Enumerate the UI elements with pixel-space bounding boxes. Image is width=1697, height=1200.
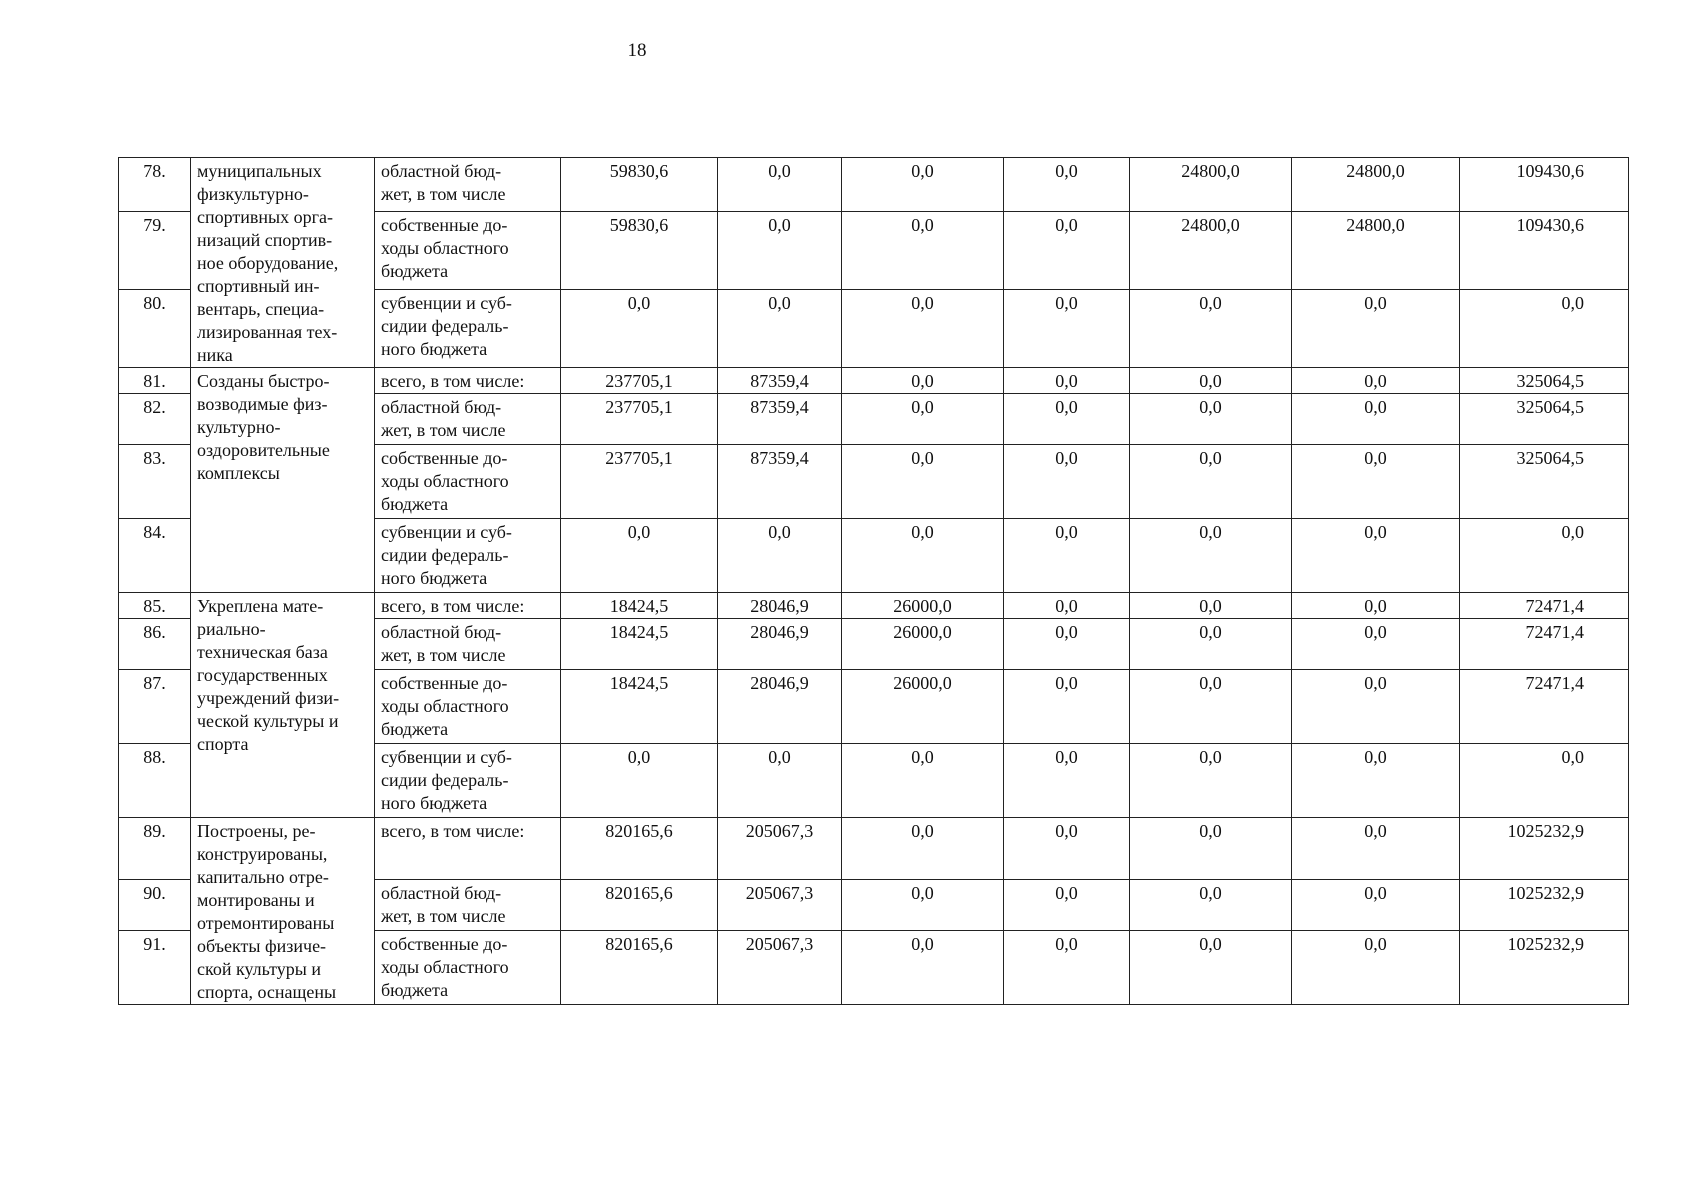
value-cell: 0,0 [1004, 158, 1130, 212]
row-number: 91. [119, 931, 191, 1005]
total-value-cell: 0,0 [1460, 744, 1629, 818]
value-cell: 0,0 [842, 394, 1004, 445]
value-cell: 0,0 [1004, 519, 1130, 593]
value-cell: 0,0 [1130, 619, 1292, 670]
funding-source-cell: собственные до- ходы областного бюджета [375, 211, 561, 289]
total-value-cell: 0,0 [1460, 289, 1629, 367]
row-number: 87. [119, 670, 191, 744]
funding-source-cell: собственные до- ходы областного бюджета [375, 931, 561, 1005]
value-cell: 0,0 [1004, 619, 1130, 670]
value-cell: 28046,9 [718, 619, 842, 670]
value-cell: 0,0 [1130, 931, 1292, 1005]
row-number: 84. [119, 519, 191, 593]
funding-source-cell: областной бюд- жет, в том числе [375, 394, 561, 445]
funding-source-cell: всего, в том числе: [375, 593, 561, 619]
value-cell: 87359,4 [718, 445, 842, 519]
row-number: 89. [119, 818, 191, 880]
value-cell: 0,0 [1292, 519, 1460, 593]
value-cell: 0,0 [1004, 211, 1130, 289]
value-cell: 0,0 [842, 158, 1004, 212]
value-cell: 0,0 [1004, 931, 1130, 1005]
value-cell: 28046,9 [718, 670, 842, 744]
value-cell: 87359,4 [718, 394, 842, 445]
value-cell: 0,0 [842, 289, 1004, 367]
value-cell: 0,0 [1004, 818, 1130, 880]
value-cell: 18424,5 [561, 670, 718, 744]
value-cell: 237705,1 [561, 445, 718, 519]
value-cell: 0,0 [842, 744, 1004, 818]
value-cell: 24800,0 [1130, 158, 1292, 212]
value-cell: 0,0 [1292, 931, 1460, 1005]
objective-cell: Созданы быстро- возводимые физ- культурно- оздоровительные комплексы [191, 368, 375, 593]
row-number: 90. [119, 880, 191, 931]
value-cell: 0,0 [1292, 445, 1460, 519]
value-cell: 0,0 [718, 158, 842, 212]
funding-source-cell: субвенции и суб- сидии федераль- ного бюджета [375, 744, 561, 818]
value-cell: 237705,1 [561, 368, 718, 394]
row-number: 82. [119, 394, 191, 445]
value-cell: 0,0 [842, 818, 1004, 880]
value-cell: 28046,9 [718, 593, 842, 619]
value-cell: 237705,1 [561, 394, 718, 445]
funding-source-cell: всего, в том числе: [375, 818, 561, 880]
row-number: 78. [119, 158, 191, 212]
value-cell: 0,0 [1004, 593, 1130, 619]
value-cell: 0,0 [718, 744, 842, 818]
value-cell: 0,0 [1004, 445, 1130, 519]
value-cell: 26000,0 [842, 619, 1004, 670]
row-number: 85. [119, 593, 191, 619]
value-cell: 0,0 [1004, 670, 1130, 744]
value-cell: 0,0 [1004, 744, 1130, 818]
value-cell: 0,0 [1292, 880, 1460, 931]
funding-source-cell: областной бюд- жет, в том числе [375, 880, 561, 931]
value-cell: 0,0 [718, 289, 842, 367]
value-cell: 0,0 [1004, 394, 1130, 445]
funding-source-cell: всего, в том числе: [375, 368, 561, 394]
value-cell: 0,0 [1004, 368, 1130, 394]
value-cell: 24800,0 [1130, 211, 1292, 289]
funding-source-cell: собственные до- ходы областного бюджета [375, 445, 561, 519]
value-cell: 0,0 [1004, 880, 1130, 931]
total-value-cell: 1025232,9 [1460, 818, 1629, 880]
value-cell: 0,0 [842, 211, 1004, 289]
total-value-cell: 109430,6 [1460, 158, 1629, 212]
objective-cell: Построены, ре- конструированы, капитально отре- монтированы и отремонтированы объекты физиче- ской культуры и спорта, оснащены [191, 818, 375, 1005]
value-cell: 0,0 [1292, 289, 1460, 367]
total-value-cell: 1025232,9 [1460, 880, 1629, 931]
value-cell: 0,0 [1130, 394, 1292, 445]
total-value-cell: 0,0 [1460, 519, 1629, 593]
value-cell: 820165,6 [561, 818, 718, 880]
value-cell: 0,0 [1130, 880, 1292, 931]
objective-cell: муниципальных физкультурно- спортивных орга- низаций спортив- ное оборудование, спортивный ин- вентарь, специа- лизированная тех- ника [191, 158, 375, 368]
value-cell: 0,0 [1292, 368, 1460, 394]
value-cell: 24800,0 [1292, 211, 1460, 289]
value-cell: 0,0 [718, 519, 842, 593]
table-row [119, 593, 1629, 619]
funding-source-cell: областной бюд- жет, в том числе [375, 158, 561, 212]
value-cell: 18424,5 [561, 619, 718, 670]
value-cell: 820165,6 [561, 880, 718, 931]
funding-source-cell: собственные до- ходы областного бюджета [375, 670, 561, 744]
row-number: 83. [119, 445, 191, 519]
objective-cell: Укреплена мате- риально- техническая база государственных учреждений физи- ческой культуры и спорта [191, 593, 375, 818]
funding-source-cell: субвенции и суб- сидии федераль- ного бюджета [375, 519, 561, 593]
row-number: 80. [119, 289, 191, 367]
value-cell: 59830,6 [561, 211, 718, 289]
value-cell: 0,0 [1130, 818, 1292, 880]
value-cell: 0,0 [561, 519, 718, 593]
value-cell: 205067,3 [718, 880, 842, 931]
value-cell: 0,0 [842, 880, 1004, 931]
value-cell: 0,0 [1292, 818, 1460, 880]
value-cell: 0,0 [561, 744, 718, 818]
funding-source-cell: субвенции и суб- сидии федераль- ного бюджета [375, 289, 561, 367]
value-cell: 0,0 [1130, 289, 1292, 367]
page-number: 18 [627, 40, 647, 61]
value-cell: 0,0 [1130, 593, 1292, 619]
value-cell: 0,0 [1130, 670, 1292, 744]
value-cell: 0,0 [1292, 744, 1460, 818]
total-value-cell: 72471,4 [1460, 670, 1629, 744]
row-number: 86. [119, 619, 191, 670]
table-row [119, 368, 1629, 394]
value-cell: 0,0 [1292, 619, 1460, 670]
value-cell: 0,0 [561, 289, 718, 367]
value-cell: 0,0 [842, 931, 1004, 1005]
value-cell: 205067,3 [718, 818, 842, 880]
total-value-cell: 325064,5 [1460, 445, 1629, 519]
total-value-cell: 72471,4 [1460, 593, 1629, 619]
value-cell: 0,0 [1292, 593, 1460, 619]
total-value-cell: 325064,5 [1460, 368, 1629, 394]
value-cell: 820165,6 [561, 931, 718, 1005]
value-cell: 0,0 [1130, 445, 1292, 519]
total-value-cell: 325064,5 [1460, 394, 1629, 445]
funding-source-cell: областной бюд- жет, в том числе [375, 619, 561, 670]
value-cell: 0,0 [718, 211, 842, 289]
value-cell: 0,0 [842, 519, 1004, 593]
value-cell: 59830,6 [561, 158, 718, 212]
value-cell: 26000,0 [842, 593, 1004, 619]
total-value-cell: 72471,4 [1460, 619, 1629, 670]
budget-table [118, 157, 1629, 1005]
value-cell: 18424,5 [561, 593, 718, 619]
table-row [119, 158, 1629, 212]
value-cell: 26000,0 [842, 670, 1004, 744]
row-number: 88. [119, 744, 191, 818]
value-cell: 24800,0 [1292, 158, 1460, 212]
value-cell: 0,0 [1292, 670, 1460, 744]
row-number: 79. [119, 211, 191, 289]
value-cell: 205067,3 [718, 931, 842, 1005]
value-cell: 0,0 [1130, 368, 1292, 394]
value-cell: 0,0 [1130, 744, 1292, 818]
table-row [119, 818, 1629, 880]
value-cell: 0,0 [842, 445, 1004, 519]
value-cell: 87359,4 [718, 368, 842, 394]
value-cell: 0,0 [1292, 394, 1460, 445]
value-cell: 0,0 [1004, 289, 1130, 367]
total-value-cell: 1025232,9 [1460, 931, 1629, 1005]
value-cell: 0,0 [842, 368, 1004, 394]
value-cell: 0,0 [1130, 519, 1292, 593]
row-number: 81. [119, 368, 191, 394]
total-value-cell: 109430,6 [1460, 211, 1629, 289]
